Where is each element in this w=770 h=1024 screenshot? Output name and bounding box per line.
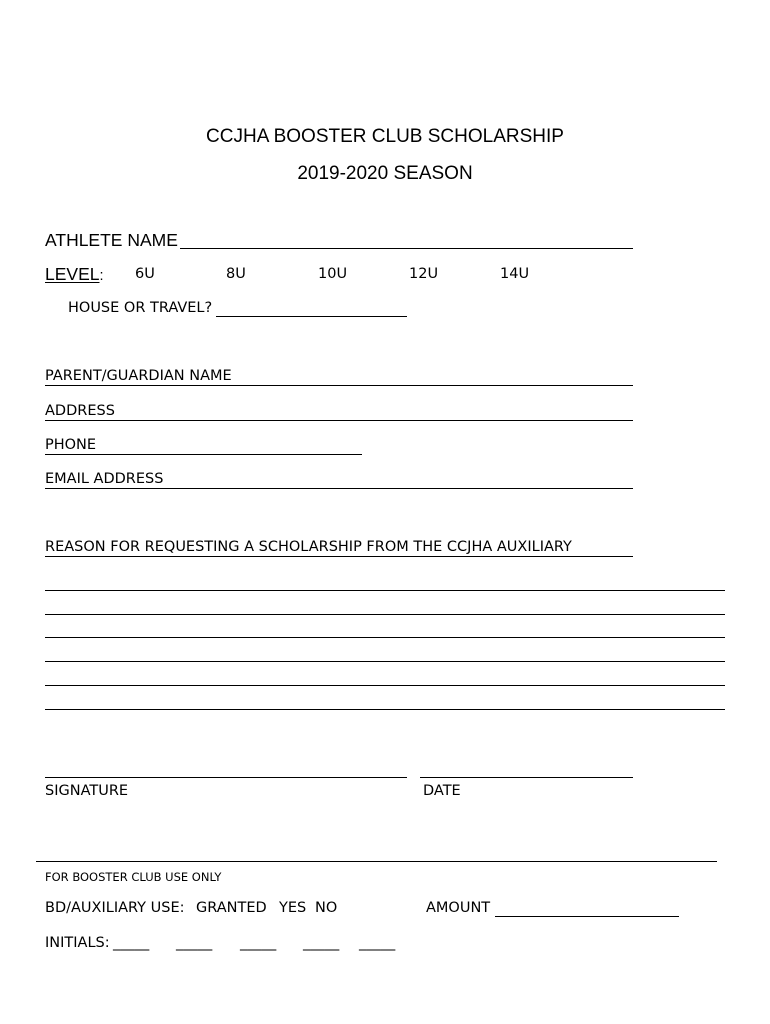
initials-blank[interactable]: _____ xyxy=(240,935,277,951)
email-field[interactable] xyxy=(45,488,633,489)
reason-line[interactable] xyxy=(45,637,725,638)
phone-field[interactable] xyxy=(45,454,362,455)
date-label: DATE xyxy=(423,783,461,799)
reason-line[interactable] xyxy=(45,661,725,662)
office-use-divider xyxy=(36,861,717,862)
level-colon: : xyxy=(99,268,104,284)
form-title: CCJHA BOOSTER CLUB SCHOLARSHIP xyxy=(206,126,564,147)
reason-line[interactable] xyxy=(45,590,725,591)
level-option-14u[interactable]: 14U xyxy=(500,266,530,282)
season-subtitle: 2019-2020 SEASON xyxy=(297,163,473,184)
no-option[interactable]: NO xyxy=(315,900,338,916)
level-label-text: LEVEL xyxy=(45,264,100,284)
level-option-12u[interactable]: 12U xyxy=(409,266,439,282)
athlete-name-field[interactable] xyxy=(180,248,633,249)
athlete-name-label: ATHLETE NAME xyxy=(45,230,178,250)
phone-label: PHONE xyxy=(45,437,97,453)
amount-field[interactable] xyxy=(495,916,679,917)
initials-label: INITIALS: xyxy=(45,935,110,951)
yes-option[interactable]: YES xyxy=(279,900,307,916)
initials-blank[interactable]: _____ xyxy=(113,935,150,951)
level-option-10u[interactable]: 10U xyxy=(318,266,348,282)
signature-field[interactable] xyxy=(45,777,407,778)
aux-use-label: BD/AUXILIARY USE: xyxy=(45,900,185,916)
signature-label: SIGNATURE xyxy=(45,783,129,799)
reason-label: REASON FOR REQUESTING A SCHOLARSHIP FROM THE CCJHA AUXILIARY xyxy=(45,539,572,555)
email-label: EMAIL ADDRESS xyxy=(45,471,164,487)
granted-label: GRANTED xyxy=(196,900,267,916)
house-or-travel-field[interactable] xyxy=(216,316,407,317)
reason-line[interactable] xyxy=(45,614,725,615)
level-option-8u[interactable]: 8U xyxy=(226,266,246,282)
initials-blank[interactable]: _____ xyxy=(176,935,213,951)
address-field[interactable] xyxy=(45,420,633,421)
address-label: ADDRESS xyxy=(45,403,115,419)
reason-line[interactable] xyxy=(45,685,725,686)
date-field[interactable] xyxy=(420,777,633,778)
parent-name-label: PARENT/GUARDIAN NAME xyxy=(45,368,232,384)
house-or-travel-label: HOUSE OR TRAVEL? xyxy=(68,300,213,316)
reason-line[interactable] xyxy=(45,709,725,710)
level-label xyxy=(45,264,104,285)
level-option-6u[interactable]: 6U xyxy=(135,266,155,282)
office-use-header: FOR BOOSTER CLUB USE ONLY xyxy=(45,870,222,884)
initials-blank[interactable]: _____ xyxy=(303,935,340,951)
parent-name-field[interactable] xyxy=(45,385,633,386)
reason-label-underline xyxy=(45,556,633,557)
amount-label: AMOUNT xyxy=(426,900,491,916)
initials-blank[interactable]: _____ xyxy=(359,935,396,951)
